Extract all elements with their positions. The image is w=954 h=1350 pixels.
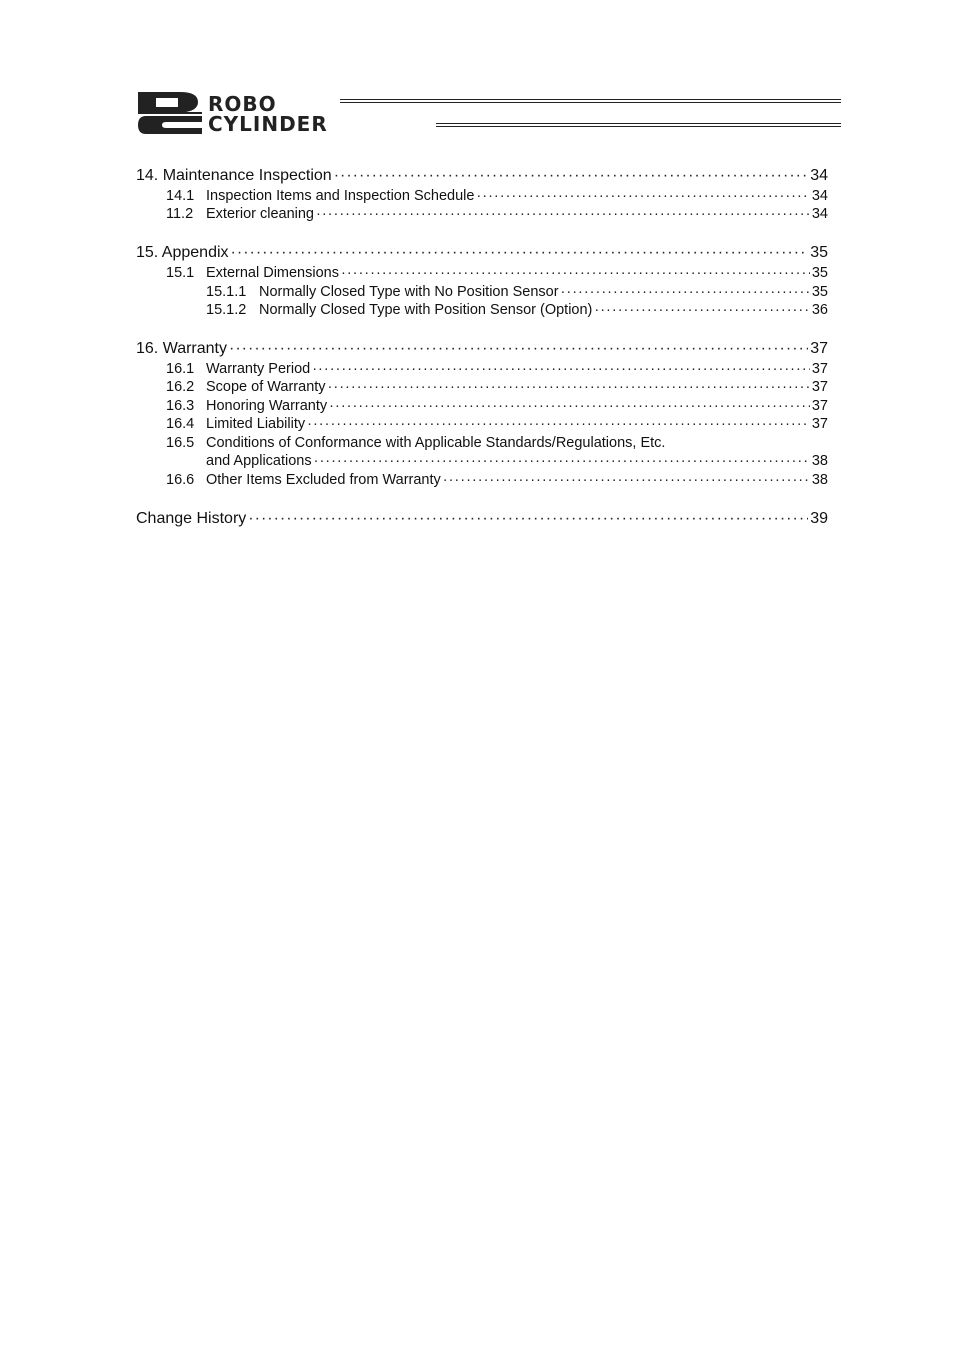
toc-label: Other Items Excluded from Warranty [206,472,441,488]
header-rule-top-2 [340,102,841,103]
toc-page: 35 [811,284,828,300]
toc-entry-scope-of-warranty[interactable] [166,379,828,395]
toc-number: 16.6 [166,472,195,488]
toc-label: 15. Appendix [136,244,229,261]
leader-dots [341,265,810,281]
toc-page: 35 [811,265,828,281]
toc-page: 37 [811,379,828,395]
toc-label: Warranty Period [206,361,311,377]
toc-label: Exterior cleaning [206,206,314,222]
toc-label: Change History [136,510,247,527]
toc-entry-inspection-items[interactable] [166,188,828,204]
toc-label-continued: and Applications [206,453,312,469]
toc-number: 15.1.1 [206,284,247,300]
toc-page: 35 [810,244,828,261]
toc-number: 11.2 [166,206,194,222]
toc-number: 14.1 [166,188,195,204]
toc-number: 15.1 [166,265,195,281]
header-rule-bottom-2 [436,126,841,127]
toc-page: 36 [811,302,828,318]
toc-page: 34 [811,188,828,204]
leader-dots [328,379,810,395]
robo-cylinder-logo [136,90,841,138]
toc-page: 39 [810,510,828,527]
leader-dots [307,416,810,432]
toc-number: 16.1 [166,361,195,377]
toc-page: 34 [810,167,828,184]
leader-dots [561,284,810,300]
toc-entry-conditions-continued[interactable] [206,453,828,469]
leader-dots [594,302,809,318]
leader-dots [229,340,808,358]
toc-label: Honoring Warranty [206,398,328,414]
toc-label: Normally Closed Type with No Position Sensor [259,284,559,300]
toc-page: 38 [811,453,828,469]
rc-logo-mark-icon [136,90,206,136]
leader-dots [316,206,810,222]
toc-label: Limited Liability [206,416,306,432]
leader-dots [334,167,809,185]
leader-dots [312,361,810,377]
leader-dots [231,244,809,262]
logo-word-robo: ROBO [208,92,277,116]
toc-label: Inspection Items and Inspection Schedule [206,188,475,204]
toc-label: Conditions of Conformance with Applicable Standards/Regulations, Etc. [206,435,666,451]
logo-word-cylinder: CYLINDER [208,112,328,136]
toc-entry-honoring-warranty[interactable] [166,398,828,414]
toc-entry-maintenance-inspection[interactable] [136,167,828,185]
toc-entry-other-items-excluded[interactable] [166,472,828,488]
toc-label: 14. Maintenance Inspection [136,167,332,184]
toc-number: 16.3 [166,398,195,414]
toc-page: 38 [811,472,828,488]
toc-number: 16.2 [166,379,195,395]
leader-dots [476,188,809,204]
toc-entry-conditions-of-conformance[interactable] [166,435,665,451]
toc-entry-nc-no-sensor[interactable] [206,284,828,300]
toc-entry-exterior-cleaning[interactable] [166,206,828,222]
toc-page: 34 [811,206,828,222]
header-rule-top [340,99,841,100]
toc-entry-change-history[interactable] [136,510,828,528]
toc-entry-limited-liability[interactable] [166,416,828,432]
toc-page: 37 [811,361,828,377]
toc-label: Normally Closed Type with Position Sensor (Option) [259,302,593,318]
leader-dots [248,510,808,528]
toc-entry-warranty-period[interactable] [166,361,828,377]
leader-dots [314,453,810,469]
leader-dots [443,472,810,488]
toc-page: 37 [811,398,828,414]
toc-number: 16.5 [166,435,195,451]
toc-number: 16.4 [166,416,195,432]
toc-entry-nc-with-sensor[interactable] [206,302,828,318]
toc-page: 37 [811,416,828,432]
toc-label: External Dimensions [206,265,339,281]
header-rule-bottom [436,123,841,124]
toc-number: 15.1.2 [206,302,247,318]
toc-page: 37 [810,340,828,357]
toc-entry-appendix[interactable] [136,244,828,262]
toc-label: Scope of Warranty [206,379,326,395]
toc-label: 16. Warranty [136,340,227,357]
leader-dots [329,398,810,414]
toc-entry-external-dimensions[interactable] [166,265,828,281]
toc-entry-warranty[interactable] [136,340,828,358]
